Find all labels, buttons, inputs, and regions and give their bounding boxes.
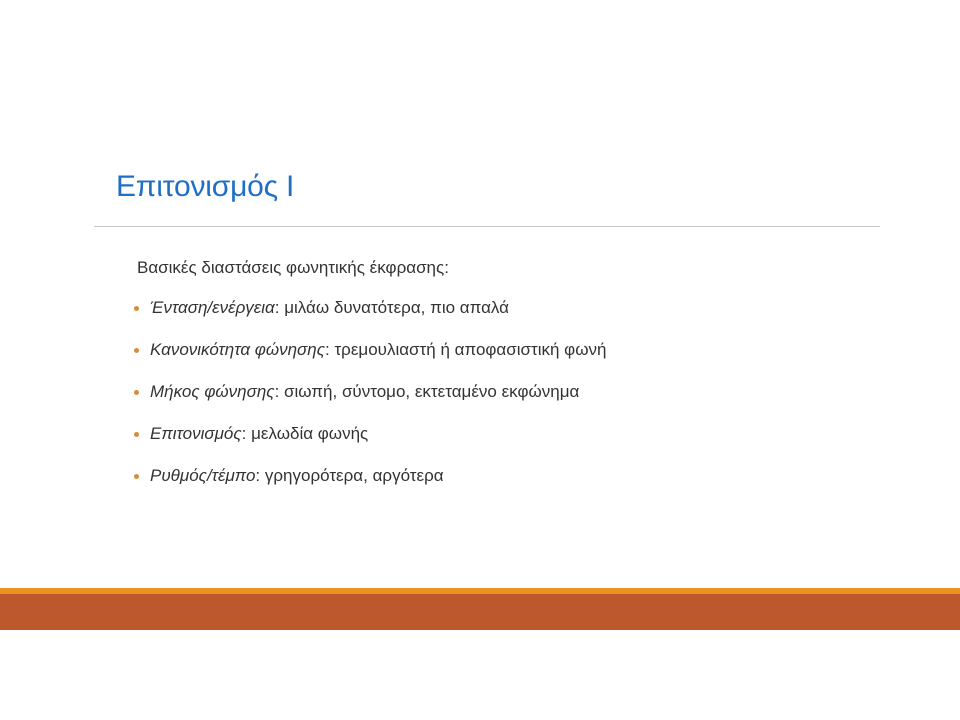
bullet-dot-icon	[134, 306, 139, 311]
bullet-item	[116, 294, 876, 322]
bullet-dot-icon	[134, 390, 139, 395]
bullet-term: Ένταση/ενέργεια	[150, 298, 275, 317]
footer-band	[0, 594, 960, 630]
bullet-text: : γρηγορότερα, αργότερα	[255, 466, 444, 485]
bullet-text: : μελωδία φωνής	[241, 424, 369, 443]
slide-title: Επιτονισμός Ι	[116, 170, 295, 203]
bullet-dot-icon	[134, 474, 139, 479]
bullet-text: : σιωπή, σύντομο, εκτεταμένο εκφώνημα	[274, 382, 580, 401]
bullet-dot-icon	[134, 348, 139, 353]
bullet-item	[116, 378, 876, 406]
bullet-term: Επιτονισμός	[150, 424, 242, 443]
intro-text: Βασικές διαστάσεις φωνητικής έκφρασης:	[137, 258, 449, 277]
bullet-item	[116, 420, 876, 448]
bullet-text: : μιλάω δυνατότερα, πιο απαλά	[274, 298, 510, 317]
bullet-term: Μήκος φώνησης	[150, 382, 275, 401]
bullet-item	[116, 336, 876, 364]
bullet-term: Κανονικότητα φώνησης	[150, 340, 325, 359]
slide-content	[116, 254, 876, 504]
bullet-term: Ρυθμός/τέμπο	[150, 466, 256, 485]
bullet-dot-icon	[134, 432, 139, 437]
bullet-item	[116, 462, 876, 490]
title-divider	[94, 226, 880, 227]
bullet-list	[116, 294, 876, 490]
bullet-text: : τρεμουλιαστή ή αποφασιστική φωνή	[325, 340, 607, 359]
